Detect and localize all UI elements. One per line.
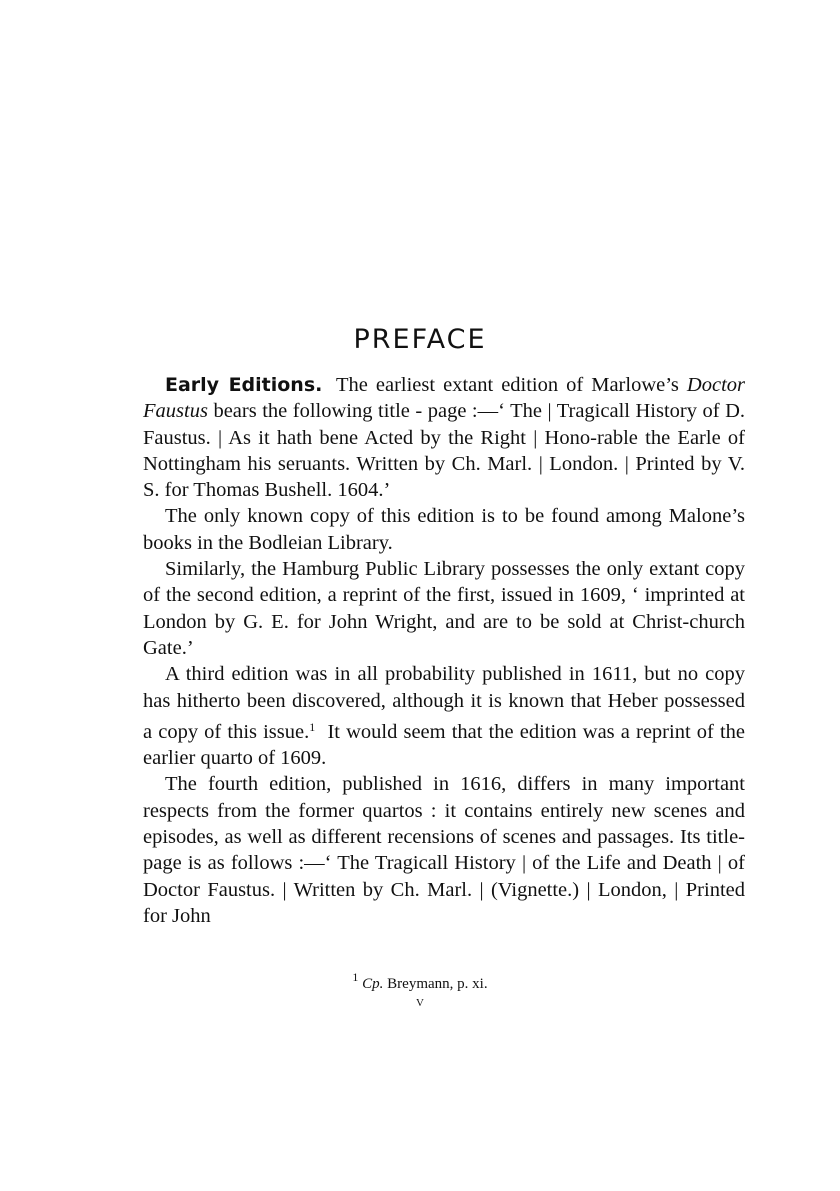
paragraph-early-editions	[143, 372, 745, 503]
footnote-ref: Cp.	[362, 976, 384, 992]
paragraph-text: The earliest extant edition of Marlowe’s	[336, 374, 679, 396]
footnote-marker[interactable]: 1	[309, 719, 316, 734]
paragraph-hamburg: Similarly, the Hamburg Public Library possesses the only extant copy of the second edition, a reprint of the first, issued in 1609, ‘ imprinted at London by G. E. for John Wright, and are to be sold at Christ-church Gate.’	[143, 558, 745, 659]
paragraph-fourth-edition: The fourth edition, published in 1616, differs in many important respects from the former quartos : it contains entirely new scenes and episodes, as well as different recensions of scenes and passages. Its title-page is as follows :—‘ The Tragicall History | of the Life and Death | of Doctor Faustus. | Written by Ch. Marl. | (Vignette.) | London, | Printed for John	[143, 773, 745, 927]
page-title: PREFACE	[353, 324, 487, 356]
section-sidenote: Early Editions.	[165, 374, 323, 396]
paragraph-text: It would seem that the edition was a reprint of the earlier quarto of 1609.	[143, 720, 745, 770]
footnote	[0, 970, 840, 993]
footnote-number: 1	[352, 970, 359, 984]
page-number: v	[416, 994, 424, 1010]
paragraph-text: bears the following title - page :—‘ The | Tragicall History of D. Faustus. | As it hath bene Acted by the Right | Hono-rable the Earle of Nottingham his seruants. Written by Ch. Marl. | London. | Printed by V. S. for Thomas Bushell. 1604.’	[143, 400, 745, 502]
work-title: Doctor Faustus	[143, 374, 745, 423]
paragraph-text: A third edition was in all probability published in 1611, but no copy has hitherto been discovered, although it is known that Heber possessed a copy of this issue.	[143, 663, 745, 743]
paragraph-bodleian: The only known copy of this edition is to be found among Malone’s books in the Bodleian Library.	[143, 505, 745, 554]
body-text	[143, 372, 745, 929]
paragraph-third-edition	[143, 661, 745, 771]
footnote-text: Breymann, p. xi.	[387, 976, 488, 992]
